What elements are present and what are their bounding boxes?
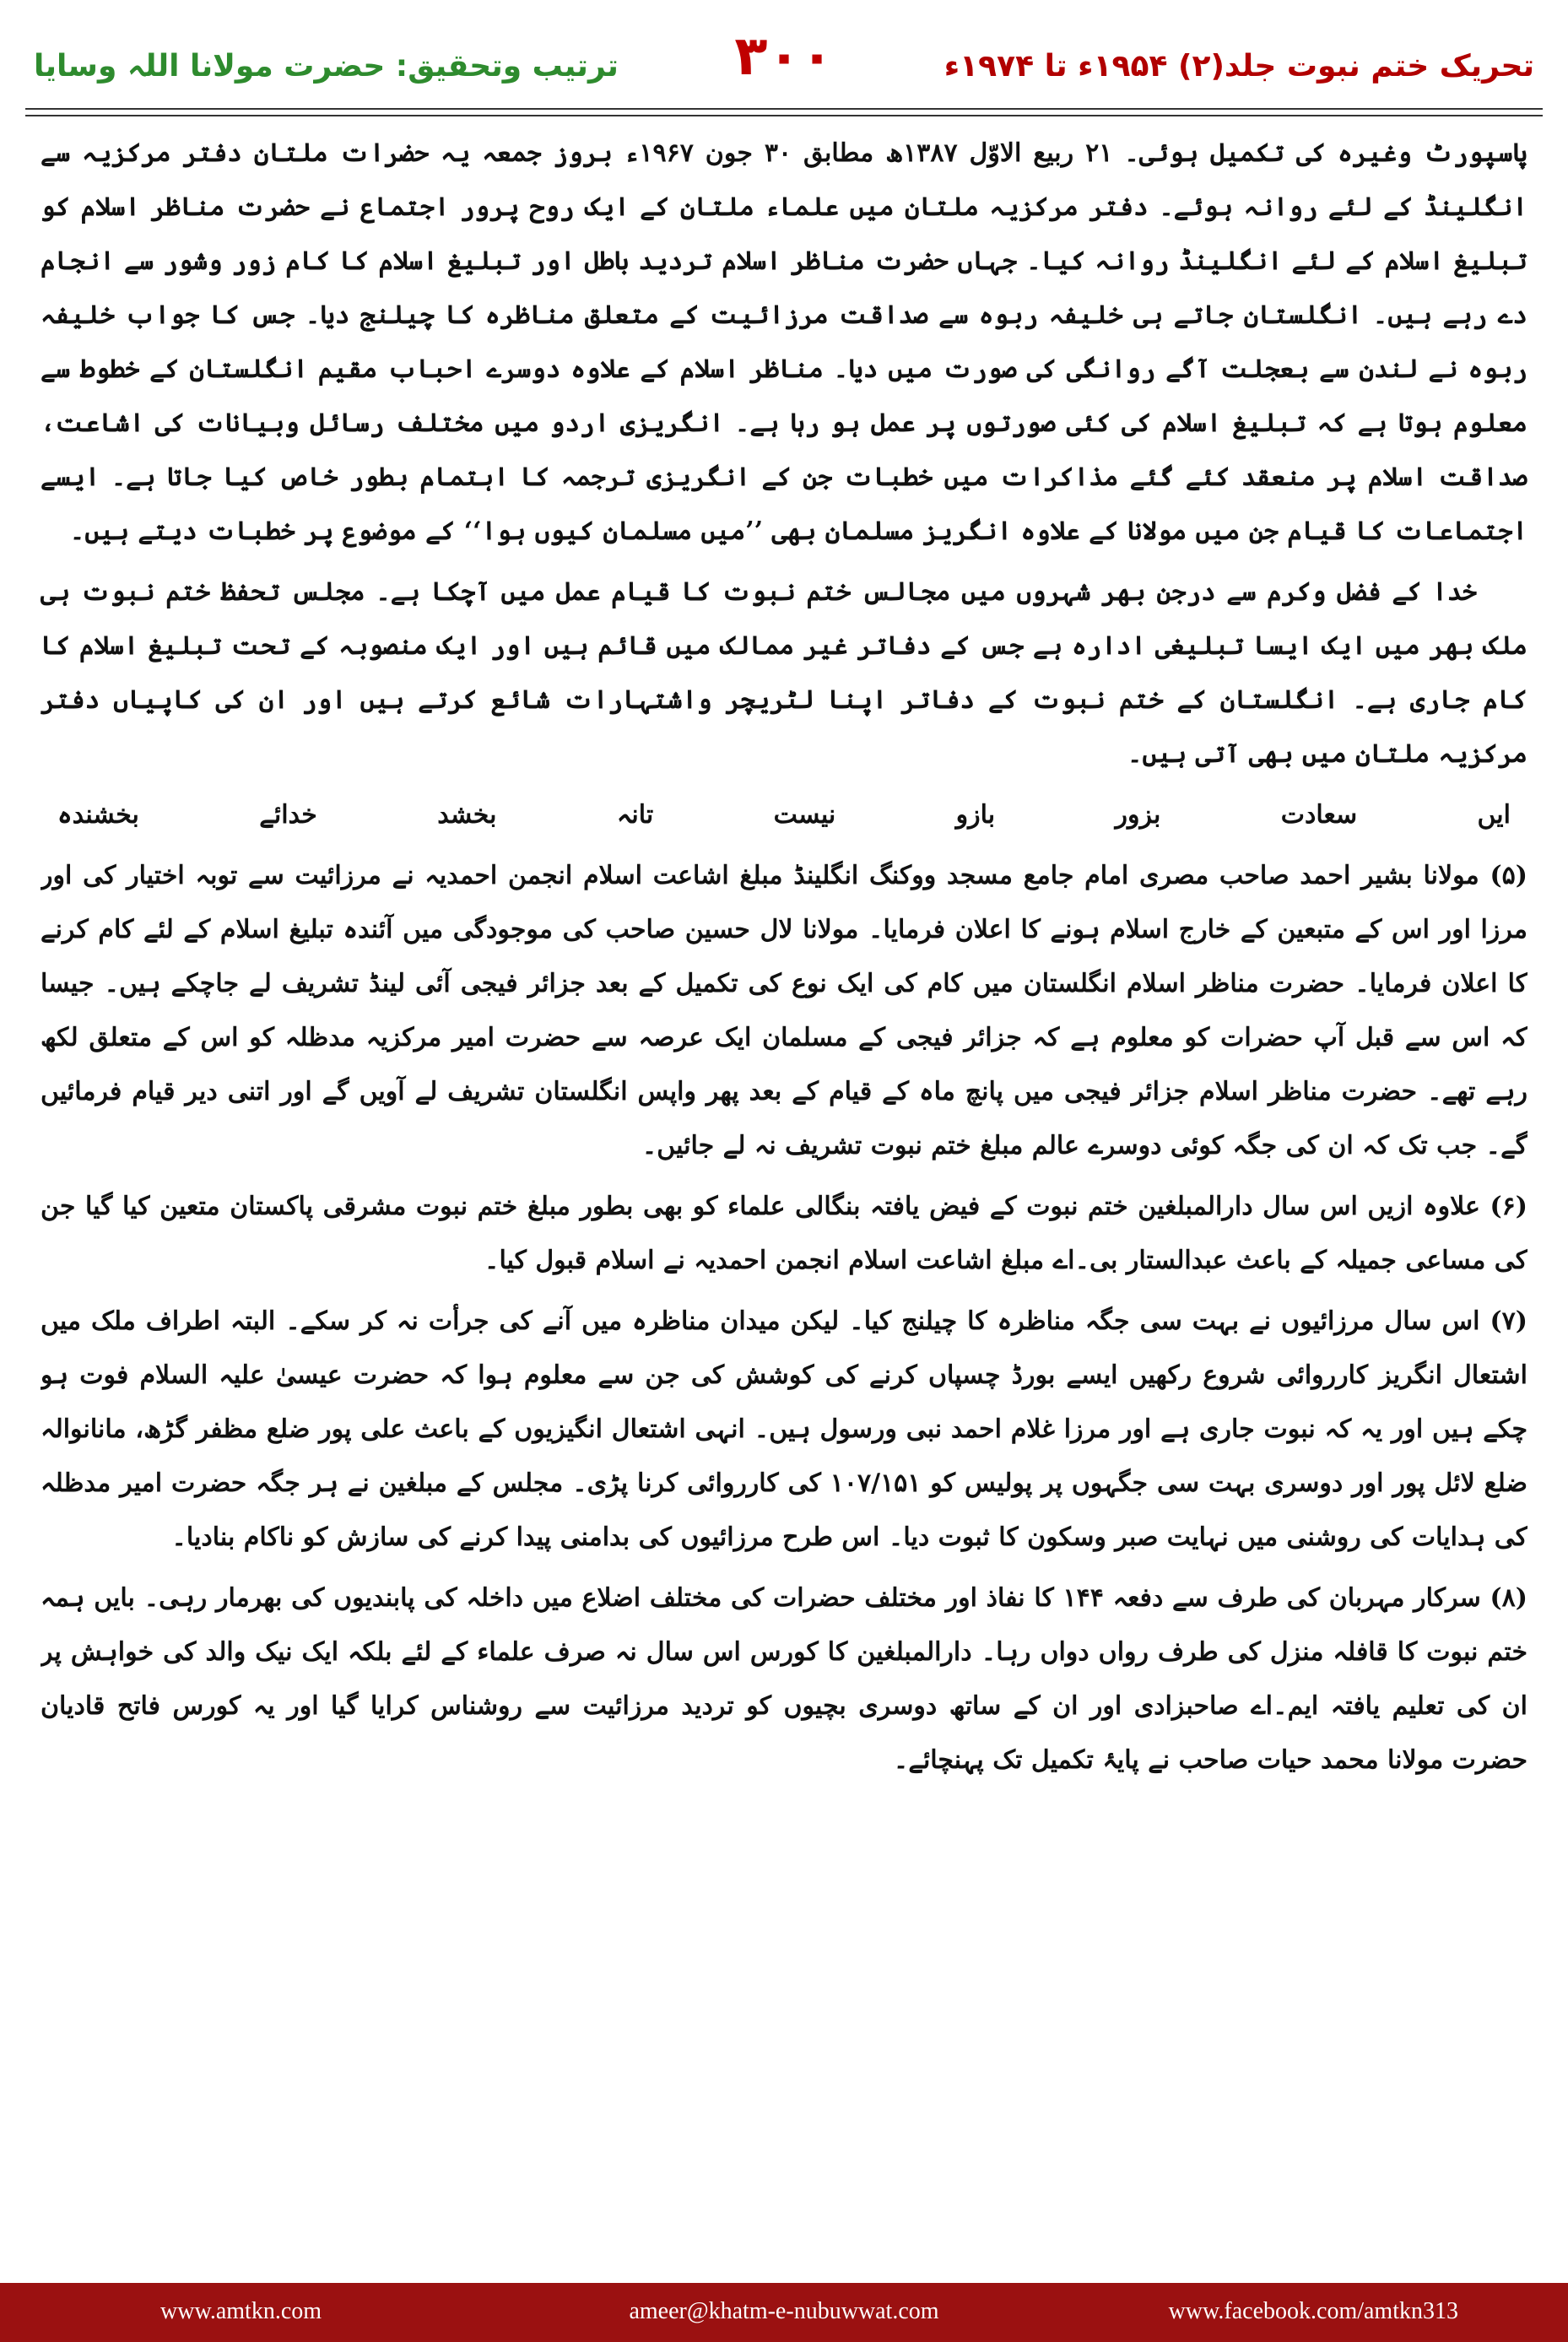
paragraph: پاسپورٹ وغیرہ کی تکمیل ہوئی۔ ۲۱ ربیع الاوّل ۱۳۸۷ھ مطابق ۳۰ جون ۱۹۶۷ء بروز جمعہ یہ حضرات ملتان دفتر مرکزیہ سے انگلینڈ کے لئے روانہ ہوئے۔ دفتر مرکزیہ ملتان میں علماء ملتان کے ایک روح پرور اجتماع نے حضرت مناظر اسلام کو تبلیغ اسلام کے لئے انگلینڈ روانہ کیا۔ جہاں حضرت مناظر اسلام تردید باطل اور تبلیغ اسلام کا کام زور وشور سے انجام دے رہے ہیں۔ انگلستان جاتے ہی خلیفہ ربوہ سے صداقت مرزائیت کے متعلق مناظرہ کا چیلنج دیا۔ جس کا جواب خلیفہ ربوہ نے لندن سے بعجلت آگے روانگی کی صورت میں دیا۔ مناظر اسلام کے علاوہ دوسرے احباب مقیم انگلستان کے خطوط سے معلوم ہوتا ہے کہ تبلیغ اسلام کی کئی صورتوں پر عمل ہو رہا ہے۔ انگریزی اردو میں مختلف رسائل وبیانات کی اشاعت، صداقت اسلام پر منعقد کئے گئے مذاکرات میں خطبات جن کے انگریزی ترجمہ کا اہتمام بطور خاص کیا جاتا ہے۔ ایسے اجتماعات کا قیام جن میں مولانا کے علاوہ انگریز مسلمان بھی ’’میں مسلمان کیوں ہوا‘‘ کے موضوع پر خطبات دیتے ہیں۔ xyxy=(41,138,1527,546)
page-number: ۳۰۰ xyxy=(734,25,834,88)
paragraph: خدا کے فضل وکرم سے درجن بھر شہروں میں مجالس ختم نبوت کا قیام عمل میں آچکا ہے۔ مجلس تحفظ ختم نبوت ہی ملک بھر میں ایک ایسا تبلیغی ادارہ ہے جس کے دفاتر غیر ممالک میں قائم ہیں اور ایک منصوبہ کے تحت تبلیغ اسلام کا کام جاری ہے۔ انگلستان کے ختم نبوت کے دفاتر اپنا لٹریچر واشتہارات شائع کرتے ہیں اور ان کی کاپیاں دفتر مرکزیہ ملتان میں بھی آتی ہیں۔ xyxy=(41,577,1527,769)
verse-word: سعادت xyxy=(1280,800,1358,830)
paragraph: (۶) علاوہ ازیں اس سال دارالمبلغین ختم نبوت کے فیض یافتہ بنگالی علماء کو بھی بطور مبلغ ختم نبوت مشرقی پاکستان متعین کیا گیا جن کی مساعی جمیلہ کے باعث عبدالستار بی۔اے مبلغ اشاعت اسلام انجمن احمدیہ نے اسلام قبول کیا۔ xyxy=(41,1192,1527,1275)
email-link[interactable]: ameer@khatm-e-nubuwwat.com xyxy=(629,2298,939,2324)
verse-word: بخشد xyxy=(437,800,497,830)
verse-word: بازو xyxy=(955,800,996,830)
website-link[interactable]: www.amtkn.com xyxy=(160,2298,322,2324)
footer-bar xyxy=(0,2283,1568,2342)
verse-word: نیست xyxy=(773,800,836,830)
book-title: تحریک ختم نبوت جلد(۲) ۱۹۵۴ء تا ۱۹۷۴ء xyxy=(944,49,1534,84)
paragraph: (۷) اس سال مرزائیوں نے بہت سی جگہ مناظرہ کا چیلنج کیا۔ لیکن میدان مناظرہ میں آنے کی جرأت نہ کر سکے۔ البتہ اطراف ملک میں اشتعال انگریز کارروائی شروع رکھیں ایسے بورڈ چسپاں کرنے کی کوشش کی جن سے معلوم ہوا کہ حضرت عیسیٰ علیہ السلام فوت ہو چکے ہیں اور یہ کہ نبوت جاری ہے اور مرزا غلام احمد نبی ورسول ہیں۔ انہی اشتعال انگیزیوں کے باعث علی پور ضلع مظفر گڑھ، مانانوالہ ضلع لائل پور اور دوسری بہت سی جگہوں پر پولیس کو ۱۰۷/۱۵۱ کی کارروائی کرنا پڑی۔ مجلس کے مبلغین نے ہر جگہ حضرت امیر مدظلہ کی ہدایات کی روشنی میں نہایت صبر وسکون کا ثبوت دیا۔ اس طرح مرزائیوں کی بدامنی پیدا کرنے کی سازش کو ناکام بنادیا۔ xyxy=(41,1306,1527,1552)
paragraph: (۵) مولانا بشیر احمد صاحب مصری امام جامع مسجد ووکنگ انگلینڈ مبلغ اشاعت اسلام انجمن احمدیہ نے مرزائیت سے توبہ اختیار کی اور مرزا اور اس کے متبعین کے خارج اسلام ہونے کا اعلان فرمایا۔ مولانا لال حسین صاحب کی موجودگی میں آئندہ تبلیغ اسلام کے لئے کام کرنے کا اعلان فرمایا۔ حضرت مناظر اسلام انگلستان میں کام کی ایک نوع کی تکمیل کے بعد جزائر فیجی آئی لینڈ تشریف لے جاچکے ہیں۔ جیسا کہ اس سے قبل آپ حضرات کو معلوم ہے کہ جزائر فیجی کے مسلمان ایک عرصہ سے حضرت امیر مرکزیہ مدظلہ کو اس کے متعلق لکھ رہے تھے۔ حضرت مناظر اسلام جزائر فیجی میں پانچ ماہ کے قیام کے بعد پھر واپس انگلستان تشریف لے آویں گے اور اتنی دیر قیام فرمائیں گے۔ جب تک کہ ان کی جگہ کوئی دوسرے عالم مبلغ ختم نبوت تشریف نہ لے جائیں۔ xyxy=(41,861,1527,1160)
page-header xyxy=(25,17,1543,110)
facebook-link[interactable]: www.facebook.com/amtkn313 xyxy=(1168,2298,1458,2324)
paragraph: (۸) سرکار مہربان کی طرف سے دفعہ ۱۴۴ کا نفاذ اور مختلف حضرات کی مختلف اضلاع میں داخلہ کی پابندیوں کی بھرمار رہی۔ بایں ہمہ ختم نبوت کا قافلہ منزل کی طرف رواں دواں رہا۔ دارالمبلغین کا کورس اس سال نہ صرف علماء کے لئے بلکہ ایک نیک والد کی خواہش پر ان کی تعلیم یافتہ ایم۔اے صاحبزادی اور ان کے ساتھ دوسری بچیوں کو تردید مرزائیت سے روشناس کرایا گیا اور یہ کورس فاتح قادیان حضرت مولانا محمد حیات صاحب نے پایۂ تکمیل تک پہنچائے۔ xyxy=(41,1583,1527,1775)
header-divider xyxy=(25,108,1543,116)
verse-word: بزور xyxy=(1115,800,1161,830)
page-body xyxy=(41,127,1527,2190)
persian-verse xyxy=(41,788,1527,842)
verse-word: خدائے xyxy=(259,800,317,830)
verse-word: ایں xyxy=(1477,800,1511,830)
verse-word: بخشندہ xyxy=(57,800,139,830)
verse-word: تانہ xyxy=(616,800,654,830)
compiler-credit: ترتیب وتحقیق: حضرت مولانا اللہ وسایا xyxy=(34,49,619,84)
